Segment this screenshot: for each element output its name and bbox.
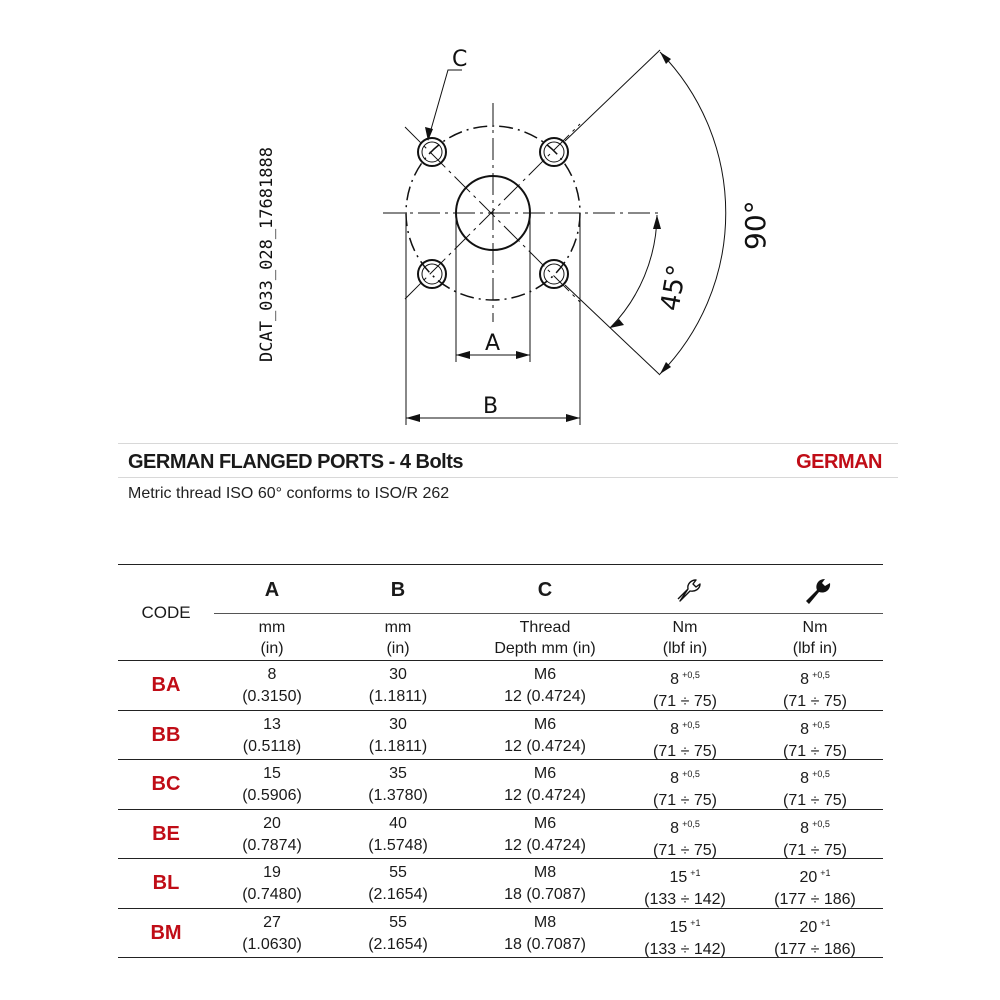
col-b-unit: mm (in) bbox=[384, 619, 412, 657]
row-code: BE bbox=[152, 822, 180, 845]
col-a-unit: mm (in) bbox=[258, 619, 286, 657]
drawing-id: DCAT_033_028_17681888 bbox=[257, 147, 277, 362]
cell-b: 30 (1.1811) bbox=[368, 715, 428, 755]
section-title: GERMAN FLANGED PORTS - 4 Bolts bbox=[128, 451, 464, 473]
cell-b: 55 (2.1654) bbox=[368, 913, 428, 953]
cell-a: 8 (0.3150) bbox=[242, 666, 302, 705]
table-row bbox=[118, 760, 883, 810]
col-torque1-unit: Nm (lbf in) bbox=[662, 619, 708, 657]
cell-torque-solid: 8 $^{+0,5}$ (71 ÷ 75) bbox=[783, 769, 847, 809]
table-header bbox=[118, 565, 883, 661]
row-code: BC bbox=[151, 773, 181, 795]
angle-90-label: 90° bbox=[739, 200, 772, 250]
cell-b: 30 (1.1811) bbox=[368, 666, 428, 705]
angle-45-label: 45° bbox=[655, 262, 693, 314]
table-row bbox=[118, 810, 883, 860]
section-header bbox=[118, 443, 898, 478]
angle-45-arc bbox=[610, 215, 657, 328]
row-code: BA bbox=[151, 674, 181, 696]
cell-torque-open: 15 $^{+1}$ (133 ÷ 142) bbox=[644, 917, 726, 958]
cell-b: 55 (2.1654) bbox=[368, 864, 428, 903]
port-spec-table bbox=[118, 564, 883, 958]
cell-b: 35 (1.3780) bbox=[368, 765, 428, 804]
flange-port-drawing bbox=[0, 0, 1000, 440]
cell-a: 13 (0.5118) bbox=[242, 715, 302, 755]
row-code: BM bbox=[150, 921, 182, 944]
col-torque2-unit: Nm (lbf in) bbox=[792, 619, 838, 657]
col-c-unit: Thread Depth mm (in) bbox=[494, 619, 596, 657]
cell-thread: M6 12 (0.4724) bbox=[504, 814, 586, 854]
cell-torque-open: 8 $^{+0,5}$ (71 ÷ 75) bbox=[653, 719, 717, 760]
cell-torque-open: 8 $^{+0,5}$ (71 ÷ 75) bbox=[653, 818, 717, 859]
cell-thread: M6 12 (0.4724) bbox=[504, 666, 586, 705]
cell-torque-open: 8 $^{+0,5}$ (71 ÷ 75) bbox=[653, 670, 717, 710]
cell-a: 20 (0.7874) bbox=[242, 814, 302, 854]
cell-torque-solid: 20 $^{+1}$ (177 ÷ 186) bbox=[774, 868, 856, 908]
solid-wrench-icon bbox=[803, 575, 833, 605]
cell-a: 19 (0.7480) bbox=[242, 864, 302, 903]
leader-c bbox=[428, 70, 462, 140]
cell-thread: M8 18 (0.7087) bbox=[504, 913, 586, 953]
label-b: B bbox=[483, 394, 499, 419]
col-a-header: A bbox=[264, 579, 280, 601]
table-row bbox=[118, 661, 883, 711]
table-body bbox=[118, 661, 883, 957]
code-header: CODE bbox=[141, 603, 191, 622]
cell-a: 15 (0.5906) bbox=[242, 765, 302, 804]
cell-torque-solid: 8 $^{+0,5}$ (71 ÷ 75) bbox=[783, 670, 847, 710]
table-row bbox=[118, 859, 883, 909]
col-c-header: C bbox=[537, 579, 553, 601]
cell-torque-open: 8 $^{+0,5}$ (71 ÷ 75) bbox=[653, 769, 717, 809]
open-wrench-icon bbox=[675, 575, 703, 603]
cell-a: 27 (1.0630) bbox=[242, 913, 302, 953]
cell-thread: M6 12 (0.4724) bbox=[504, 765, 586, 804]
label-a: A bbox=[485, 331, 501, 356]
cell-torque-solid: 20 $^{+1}$ (177 ÷ 186) bbox=[774, 917, 856, 958]
row-code: BL bbox=[152, 872, 180, 894]
cell-torque-solid: 8 $^{+0,5}$ (71 ÷ 75) bbox=[783, 818, 847, 859]
row-code: BB bbox=[151, 723, 181, 746]
table-row bbox=[118, 909, 883, 958]
cell-torque-solid: 8 $^{+0,5}$ (71 ÷ 75) bbox=[783, 719, 847, 760]
cell-torque-open: 15 $^{+1}$ (133 ÷ 142) bbox=[644, 868, 726, 908]
table-row bbox=[118, 711, 883, 761]
label-c: C bbox=[452, 47, 468, 72]
cell-thread: M8 18 (0.7087) bbox=[504, 864, 586, 903]
cell-b: 40 (1.5748) bbox=[368, 814, 428, 854]
angle-90-arc bbox=[660, 52, 726, 374]
header-divider bbox=[214, 613, 883, 614]
cell-thread: M6 12 (0.4724) bbox=[504, 715, 586, 755]
section-tag: GERMAN bbox=[796, 451, 882, 473]
col-b-header: B bbox=[390, 579, 406, 601]
section-subtitle: Metric thread ISO 60° conforms to ISO/R 262 bbox=[128, 485, 450, 502]
